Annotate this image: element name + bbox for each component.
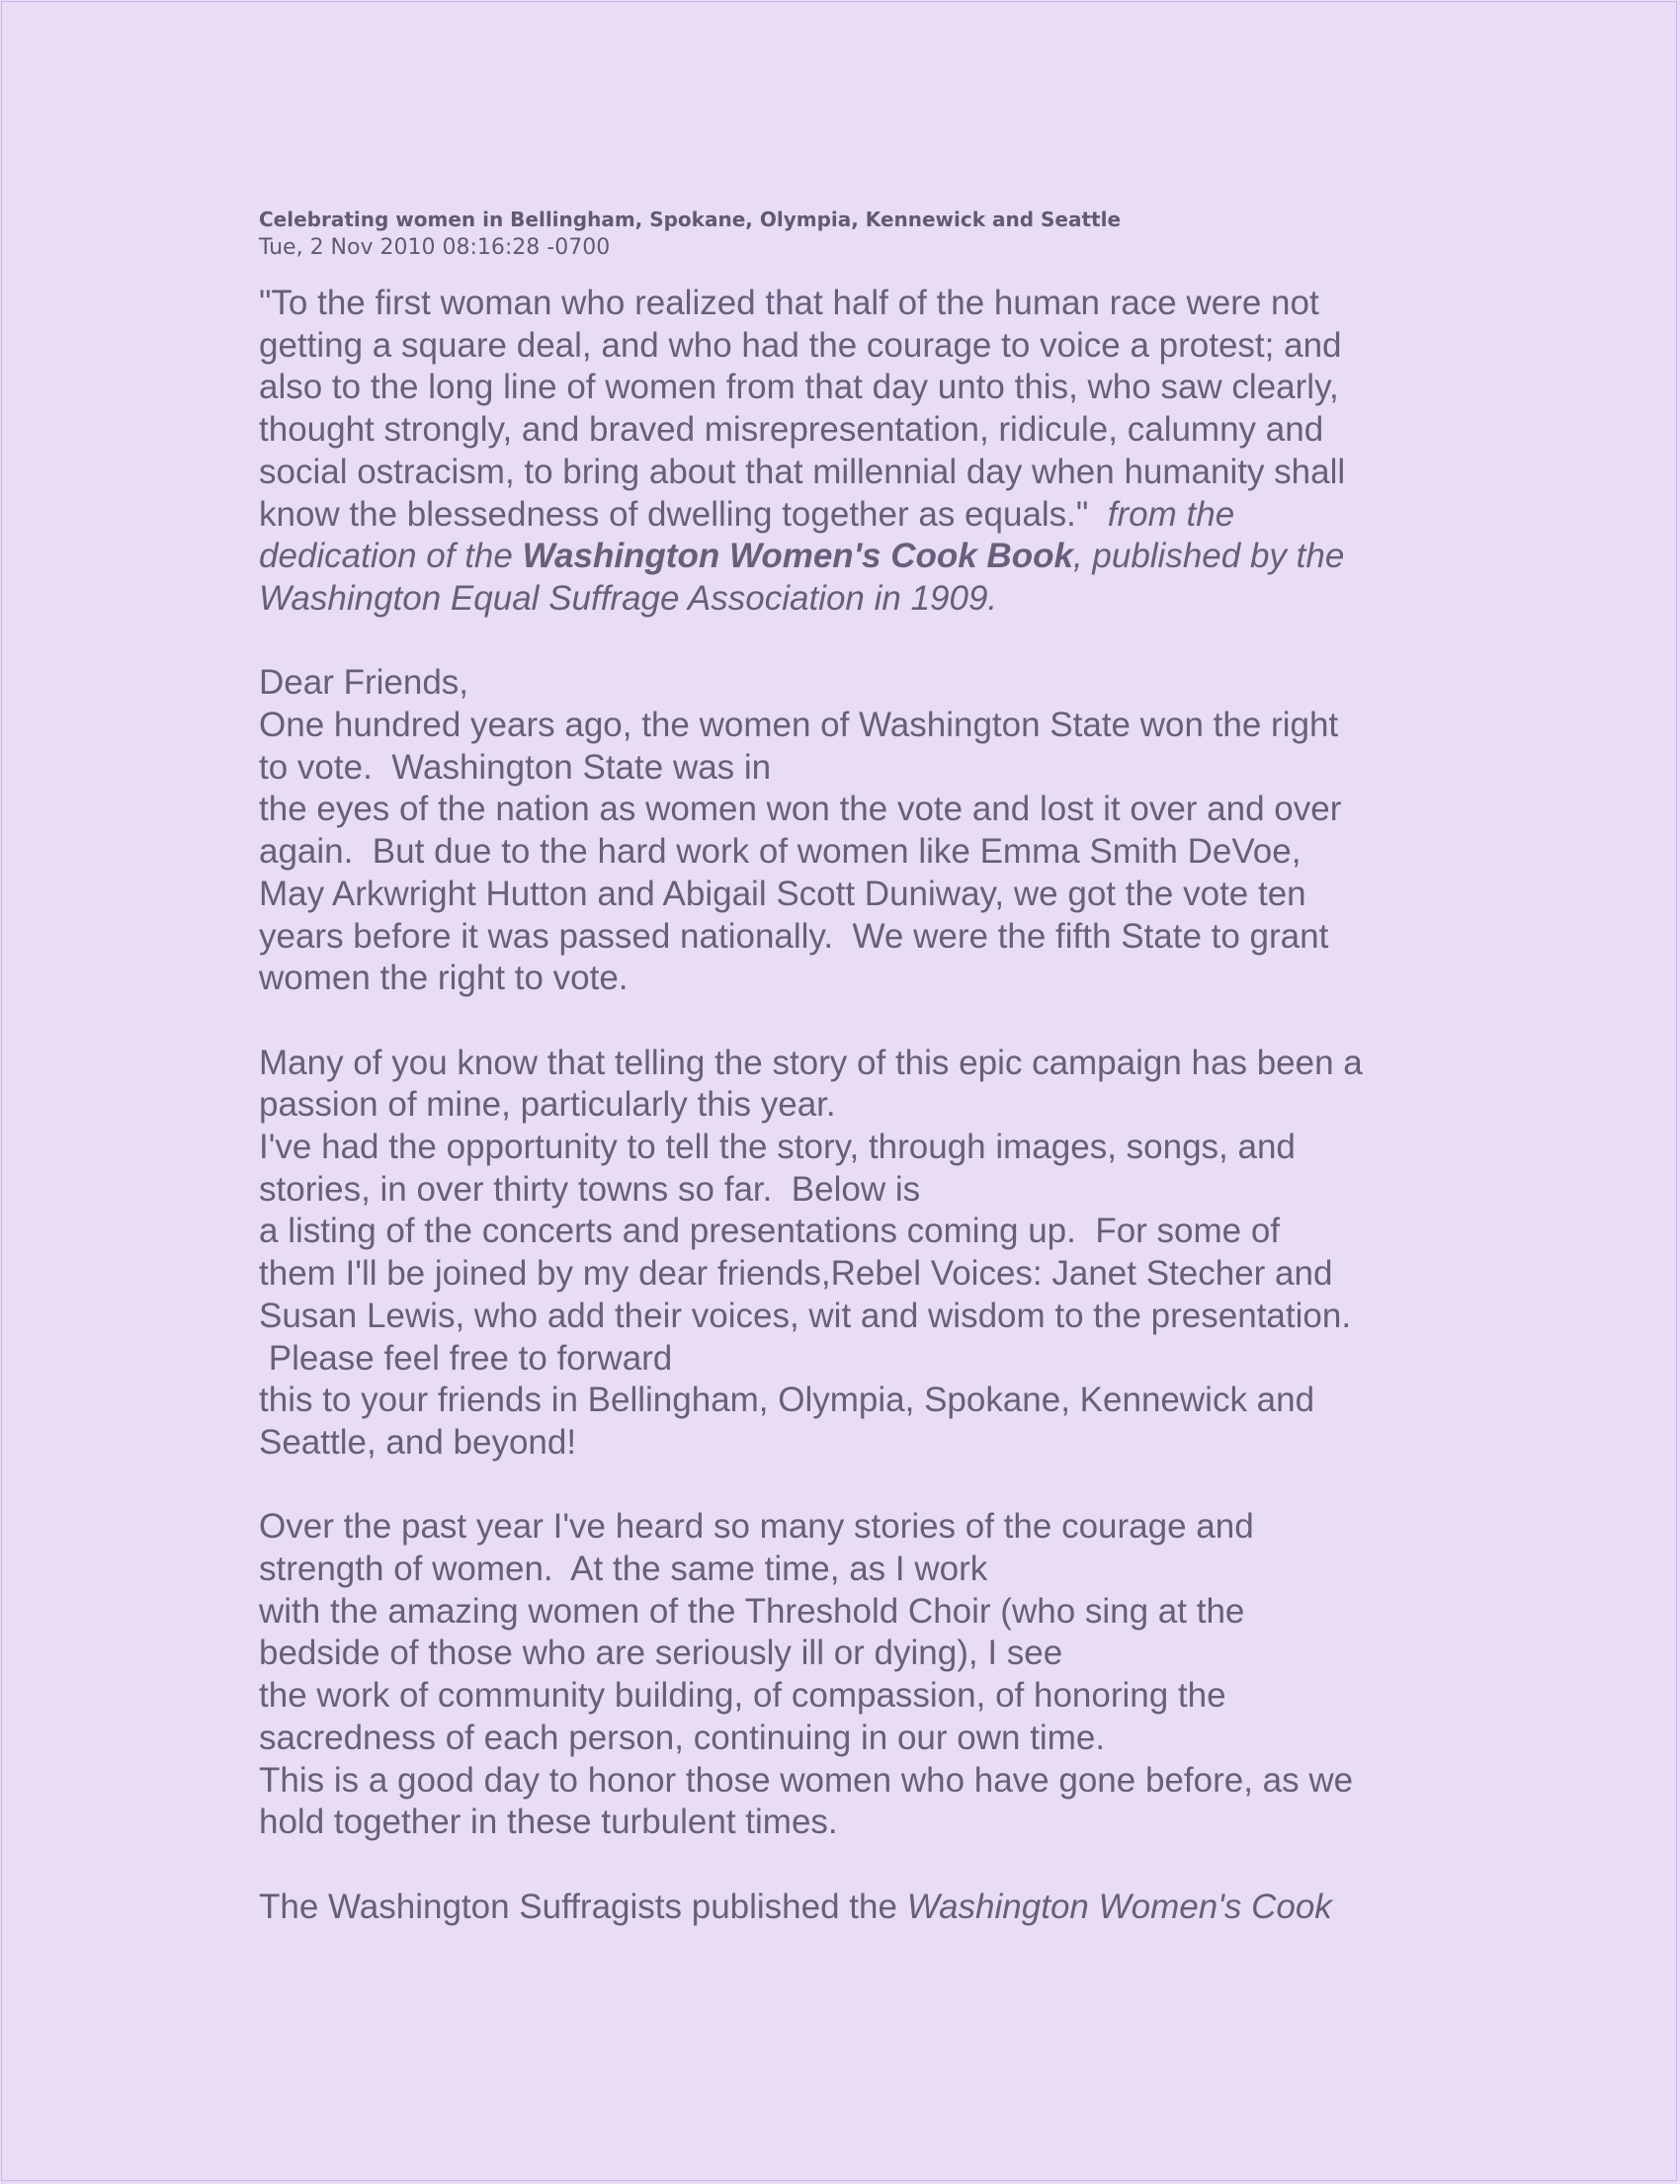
email-date: Tue, 2 Nov 2010 08:16:28 -0700: [259, 235, 611, 260]
paragraph-line: stories, in over thirty towns so far. Below is: [259, 1169, 921, 1209]
paragraph-line: Please feel free to forward: [259, 1338, 673, 1378]
paragraph-line: this to your friends in Bellingham, Olympia, Spokane, Kennewick and: [259, 1381, 1315, 1420]
quote-attribution-start: from the: [1107, 494, 1235, 534]
paragraph-gap: [259, 621, 1445, 663]
paragraph-line: women the right to vote.: [259, 959, 629, 998]
paragraph-history: [259, 662, 1445, 1000]
paragraph-line: Seattle, and beyond!: [259, 1422, 577, 1462]
attribution-pre: dedication of the: [259, 537, 513, 576]
paragraph-line: Susan Lewis, who add their voices, wit and wisdom to the presentation.: [259, 1296, 1352, 1335]
paragraph-line: Over the past year I've heard so many stories of the courage and: [259, 1507, 1254, 1547]
dedication-quote: [259, 283, 1445, 621]
paragraph-line: [259, 1887, 1445, 1929]
book-title: Washington Women's Cook Book: [522, 537, 1073, 576]
paragraph-gap: [259, 1000, 1445, 1043]
paragraph-line: again. But due to the hard work of women like Emma Smith DeVoe,: [259, 832, 1302, 872]
paragraph-line: May Arkwright Hutton and Abigail Scott Duniway, we got the vote ten: [259, 874, 1306, 913]
quote-attribution-org: [259, 578, 1445, 621]
paragraph-gap: [259, 1844, 1445, 1887]
paragraph-line: This is a good day to honor those women who have gone before, as we: [259, 1760, 1354, 1800]
quote-line: thought strongly, and braved misrepresentation, ridicule, calumny and: [259, 410, 1324, 450]
paragraph-line: the eyes of the nation as women won the vote and lost it over and over: [259, 790, 1342, 829]
quote-last-text: know the blessedness of dwelling together as equals.": [259, 494, 1089, 534]
paragraph-line: to vote. Washington State was in: [259, 747, 772, 787]
paragraph-gap: [259, 1465, 1445, 1507]
cookbook-text: The Washington Suffragists published the: [259, 1887, 897, 1926]
paragraph-line: years before it was passed nationally. We were the fifth State to grant: [259, 916, 1329, 956]
paragraph-line: bedside of those who are seriously ill or dying), I see: [259, 1634, 1063, 1673]
paragraph-line: them I'll be joined by my dear friends,Rebel Voices: Janet Stecher and: [259, 1254, 1333, 1294]
paragraph-line: One hundred years ago, the women of Washington State won the right: [259, 706, 1339, 745]
paragraph-line: sacredness of each person, continuing in our own time.: [259, 1718, 1106, 1757]
paragraph-reflection: [259, 1506, 1445, 1844]
email-document: [259, 206, 1445, 1928]
paragraph-line: the work of community building, of compassion, of honoring the: [259, 1676, 1226, 1716]
quote-line: also to the long line of women from that day unto this, who saw clearly,: [259, 368, 1339, 407]
paragraph-line: Many of you know that telling the story of this epic campaign has been a: [259, 1043, 1363, 1082]
quote-line: getting a square deal, and who had the courage to voice a protest; and: [259, 325, 1342, 365]
paragraph-line: a listing of the concerts and presentations coming up. For some of: [259, 1212, 1281, 1251]
greeting: Dear Friends,: [259, 663, 469, 703]
paragraph-line: I've had the opportunity to tell the story, through images, songs, and: [259, 1128, 1296, 1167]
paragraph-line: strength of women. At the same time, as I work: [259, 1550, 988, 1589]
paragraph-line: hold together in these turbulent times.: [259, 1803, 838, 1842]
quote-attribution: [259, 536, 1445, 578]
attribution-org-text: Washington Equal Suffrage Association in 1909.: [259, 578, 998, 618]
quote-line: social ostracism, to bring about that millennial day when humanity shall: [259, 452, 1346, 491]
paragraph-cookbook: [259, 1887, 1445, 1929]
quote-line: "To the first woman who realized that half of the human race were not: [259, 284, 1319, 322]
attribution-post: , published by the: [1072, 537, 1345, 576]
paragraph-line: with the amazing women of the Threshold Choir (who sing at the: [259, 1591, 1245, 1631]
email-subject: Celebrating women in Bellingham, Spokane, Olympia, Kennewick and Seattle: [259, 208, 1122, 231]
quote-line: [259, 494, 1445, 537]
paragraph-line: passion of mine, particularly this year.: [259, 1085, 836, 1125]
paragraph-campaign: [259, 1043, 1445, 1465]
cookbook-title: Washington Women's Cook: [906, 1887, 1332, 1926]
